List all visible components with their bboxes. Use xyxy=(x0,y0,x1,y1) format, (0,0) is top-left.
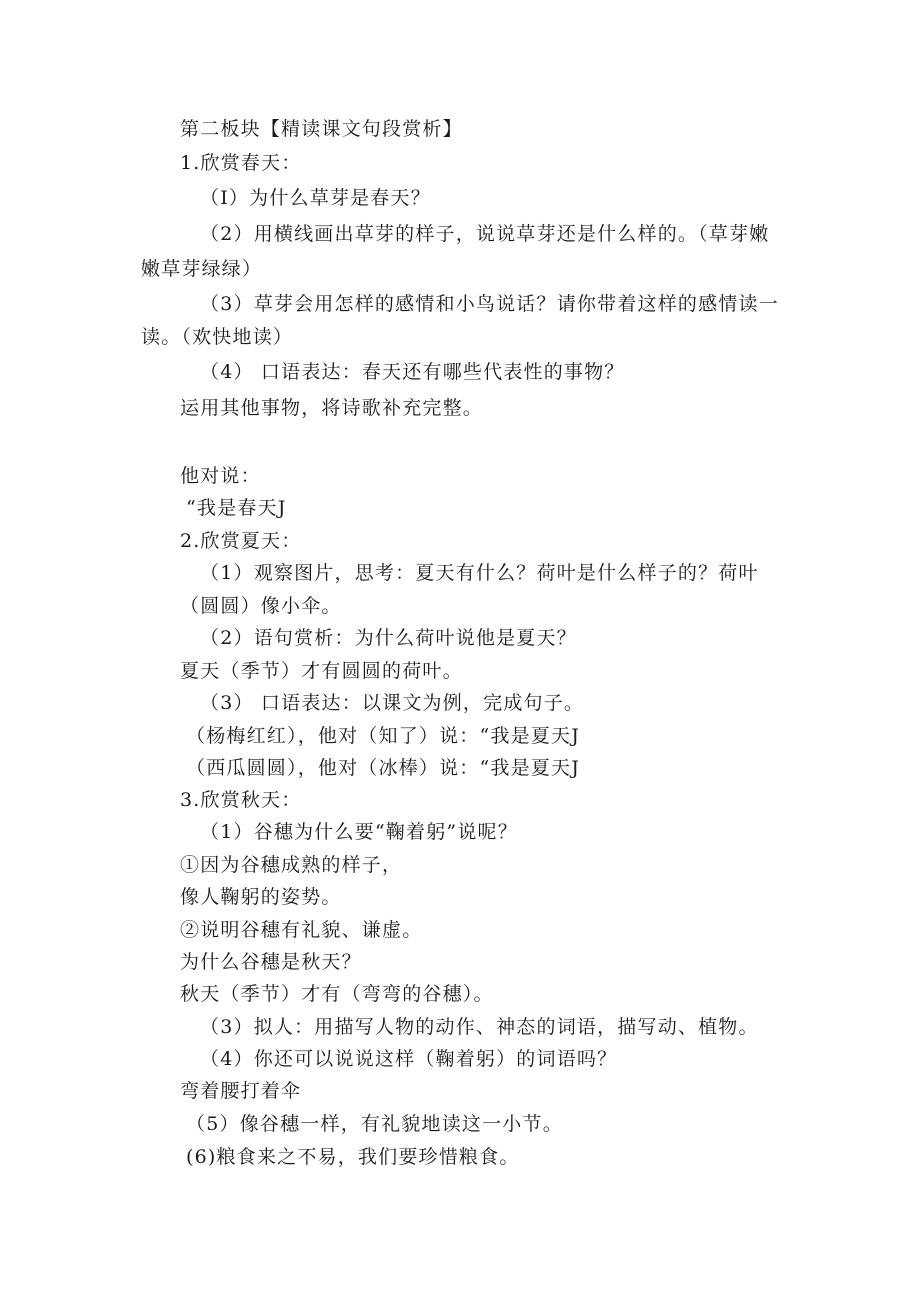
autumn-answer-2: ②说明谷穗有礼貌、谦虚。 xyxy=(180,919,423,941)
autumn-question-4: （4）你还可以说说这样（鞠着躬）的词语吗？ xyxy=(200,1048,618,1070)
spring-question-1: （I）为什么草芽是春天？ xyxy=(200,187,431,209)
spring-question-2-line-2: 嫩草芽绿绿） xyxy=(141,258,263,280)
autumn-question-4-answer: 弯着腰打着伞 xyxy=(180,1080,302,1102)
summer-heading: 2.欣赏夏天： xyxy=(180,530,302,552)
summer-example-2: （西瓜圆圆），他对（冰棒）说：“我是夏天J xyxy=(186,757,581,779)
autumn-why: 为什么谷穗是秋天？ xyxy=(180,951,362,973)
summer-question-3: （3） 口语表达：以课文为例，完成句子。 xyxy=(200,692,585,714)
spring-he-said: 他对说： xyxy=(180,465,261,487)
spring-instruction: 运用其他事物，将诗歌补充完整。 xyxy=(180,397,484,419)
autumn-why-answer: 秋天（季节）才有（弯弯的谷穗）。 xyxy=(180,983,494,1005)
spring-quote: “我是春天J xyxy=(186,497,287,519)
summer-question-1-line-2: （圆圆）像小伞。 xyxy=(180,595,342,617)
spring-question-3-line-1: （3）草芽会用怎样的感情和小鸟说话？请你带着这样的感情读一 xyxy=(200,293,779,315)
autumn-heading: 3.欣赏秋天： xyxy=(180,789,302,811)
summer-question-1-line-1: （1）观察图片，思考：夏天有什么？荷叶是什么样子的？荷叶 xyxy=(200,562,759,584)
spring-question-3-line-2: 读。（欢快地读） xyxy=(141,326,294,348)
spring-question-2-line-1: （2）用横线画出草芽的样子，说说草芽还是什么样的。（草芽嫩 xyxy=(200,223,770,245)
autumn-question-5: （5）像谷穗一样，有礼貌地读这一小节。 xyxy=(186,1113,563,1135)
autumn-question-3: （3）拟人：用描写人物的动作、神态的词语，描写动、植物。 xyxy=(200,1016,759,1038)
spring-question-4: （4） 口语表达：春天还有哪些代表性的事物？ xyxy=(200,361,625,383)
autumn-answer-1b: 像人鞠躬的姿势。 xyxy=(180,886,342,908)
autumn-question-1: （1）谷穗为什么要“鞠着躬”说呢？ xyxy=(200,821,518,843)
autumn-answer-1: ①因为谷穗成熟的样子， xyxy=(180,854,403,876)
section-title: 第二板块【精读课文句段赏析】 xyxy=(180,118,463,140)
summer-example-1: （杨梅红红），他对（知了）说：“我是夏天J xyxy=(186,725,581,747)
spring-heading: 1.欣赏春天： xyxy=(180,152,302,174)
autumn-question-6: (6)粮食来之不易，我们要珍惜粮食。 xyxy=(186,1146,520,1168)
summer-answer: 夏天（季节）才有圆圆的荷叶。 xyxy=(180,660,463,682)
summer-question-2: （2）语句赏析：为什么荷叶说他是夏天？ xyxy=(200,627,577,649)
